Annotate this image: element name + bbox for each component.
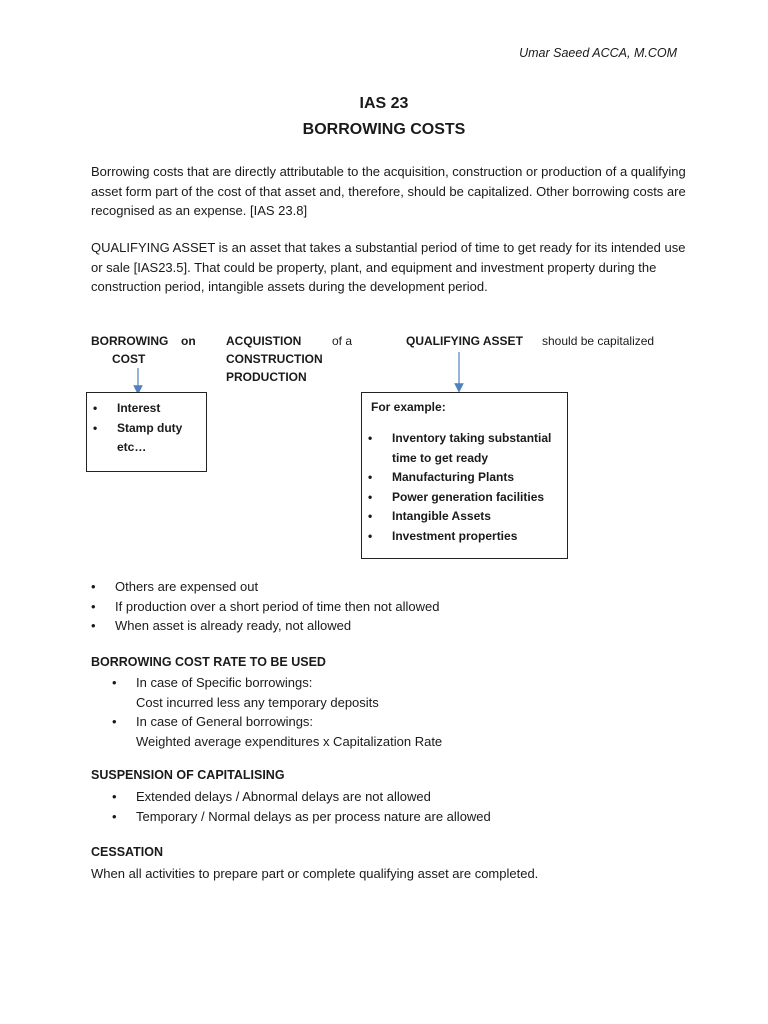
rate-section-list: [91, 673, 691, 751]
cost-item: • Stamp duty: [87, 419, 206, 439]
label-on: on: [181, 334, 196, 348]
list-item: • When asset is already ready, not allowed: [91, 616, 691, 636]
cost-items-etc: etc…: [117, 440, 147, 454]
rate-item-detail: Cost incurred less any temporary deposits: [136, 694, 379, 710]
intro-paragraph: Borrowing costs that are directly attributable to the acquisition, construction or production of a qualifying asset form part of the cost of that asset and, therefore, should be capitalized. Other borrowing costs are recognised as an expense. [IAS 23.8]: [91, 164, 686, 218]
label-construction: CONSTRUCTION: [226, 352, 323, 366]
example-item: • Manufacturing Plants: [362, 468, 552, 488]
qualifying-asset-paragraph: QUALIFYING ASSET is an asset that takes a substantial period of time to get ready for its intended use or sale [IAS23.5]. That could be property, plant, and equipment and investment property during the construction period, intangible assets during the development period.: [91, 240, 686, 294]
cessation-text: When all activities to prepare part or complete qualifying asset are completed.: [91, 866, 539, 881]
rate-item-label: • In case of General borrowings:: [136, 714, 314, 729]
example-item: • Inventory taking substantial time to get ready: [362, 429, 552, 468]
rate-section-heading: BORROWING COST RATE TO BE USED: [91, 655, 326, 669]
label-should-be-capitalized: should be capitalized: [542, 334, 655, 348]
examples-heading: For example:: [371, 400, 446, 414]
list-item: [91, 712, 691, 751]
list-item: • If production over a short period of time then not allowed: [91, 597, 691, 617]
document-subtitle: BORROWING COSTS: [302, 121, 466, 138]
label-of-a: of a: [332, 334, 353, 348]
rate-item-label: • In case of Specific borrowings:: [136, 675, 313, 690]
cessation-section-heading: CESSATION: [91, 845, 163, 859]
list-item: • Temporary / Normal delays as per process nature are allowed: [91, 807, 691, 827]
suspension-section-list: [91, 787, 691, 826]
suspension-section-heading: SUSPENSION OF CAPITALISING: [91, 768, 285, 782]
list-item: [91, 673, 691, 712]
label-acquisition: ACQUISTION: [226, 334, 302, 348]
label-cost: COST: [112, 352, 146, 366]
list-item: • Extended delays / Abnormal delays are not allowed: [91, 787, 691, 807]
author-line: Umar Saeed ACCA, M.COM: [519, 46, 677, 60]
qualifying-examples-box: [361, 392, 568, 559]
list-item: • Others are expensed out: [91, 577, 691, 597]
document-title: IAS 23: [359, 95, 409, 112]
example-item: • Investment properties: [362, 527, 552, 547]
rate-item-detail: Weighted average expenditures x Capitalization Rate: [136, 733, 443, 749]
notes-list: [91, 577, 691, 636]
example-item: • Intangible Assets: [362, 507, 552, 527]
cost-items-box: [86, 392, 207, 472]
label-borrowing: BORROWING: [91, 334, 169, 348]
label-production: PRODUCTION: [226, 370, 307, 384]
example-item: • Power generation facilities: [362, 488, 552, 508]
cost-item: • Interest: [87, 399, 206, 419]
diagram-arrows: [0, 0, 768, 400]
label-qualifying-asset: QUALIFYING ASSET: [406, 334, 523, 348]
